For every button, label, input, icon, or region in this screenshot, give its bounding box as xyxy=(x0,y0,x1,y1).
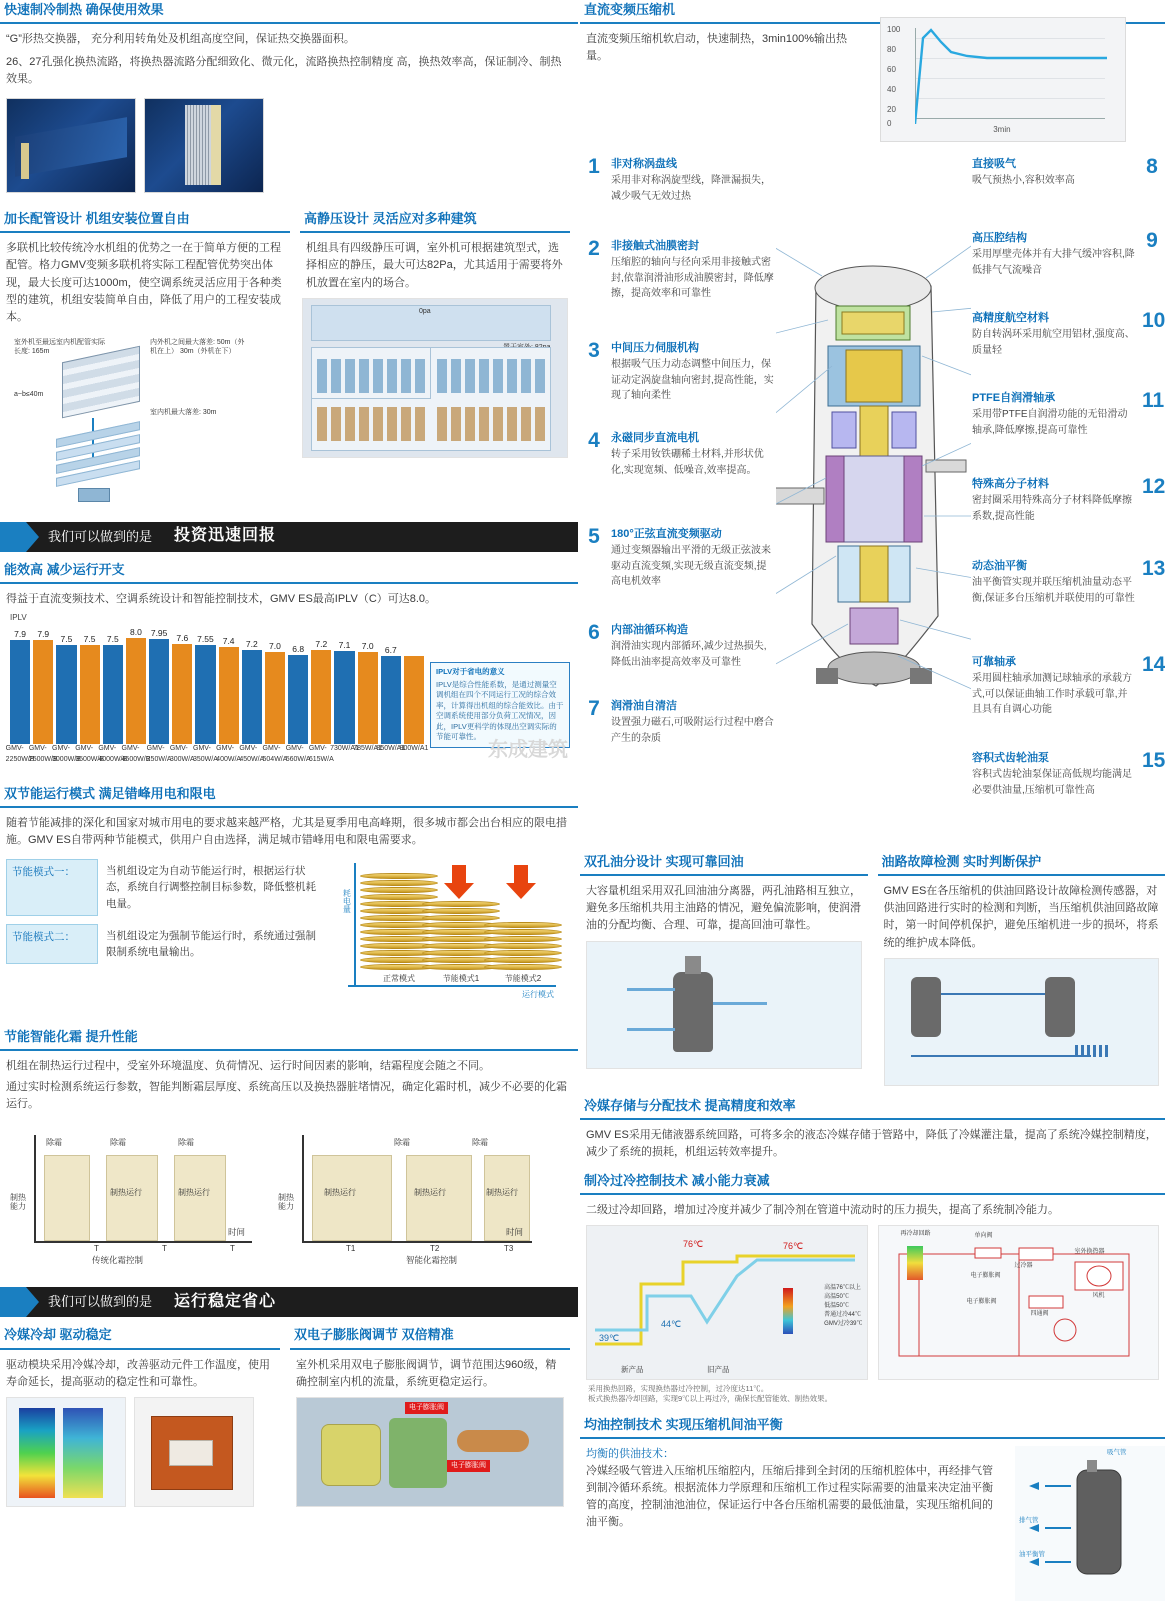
feature-number: 10 xyxy=(1142,310,1162,380)
mode-key: 节能模式一： xyxy=(6,859,98,916)
heating-run-label: 制热运行 xyxy=(110,1187,142,1199)
coin-stack-chart xyxy=(342,859,560,1009)
paragraph: GMV ES采用无储液器系统回路，可将多余的液态冷媒存储于管路中，降低了冷媒灌注量，提高了系统冷媒控制精度，减少了系统的损耗，机组运转效率提升。 xyxy=(580,1127,1165,1161)
paragraph: 通过实时检测系统运行参数，智能判断霜层厚度、系统高压以及换热器脏堵情况，确定化霜时机，减少不必要的化霜运行。 xyxy=(0,1079,578,1113)
section-title: 高静压设计 灵活应对多种建筑 xyxy=(300,209,570,231)
paragraph: GMV ES在各压缩机的供油回路设计故障检测传感器，对供油回路进行实时的检测和判断，当压缩机供油回路故障时，第一时间停机保护，避免压缩机进一步的损坏，将系统的维护成本降低。 xyxy=(878,883,1165,951)
divider xyxy=(580,1193,1165,1195)
paragraph: 得益于直流变频技术、空调系统设计和智能控制技术，GMV ES最高IPLV（C）可达8.0。 xyxy=(0,591,578,608)
tick-label: T xyxy=(162,1243,167,1255)
x-axis-label: 时间 xyxy=(506,1226,523,1239)
subheading: 均衡的供油技术： xyxy=(580,1446,1007,1463)
left-column xyxy=(0,0,578,1527)
table-row xyxy=(6,859,324,916)
iplv-bar: 7.2 GMV- 450W/A xyxy=(242,650,262,744)
iplv-bar: 7.2 GMV- 615W/A xyxy=(311,650,331,744)
divider xyxy=(300,231,570,233)
eev-tag: 电子膨胀阀 xyxy=(405,1402,448,1415)
iplv-bar-chart xyxy=(4,612,574,762)
feature-item xyxy=(972,476,1162,548)
coin-stack-label: 正常模式 xyxy=(360,973,438,985)
feature-number: 15 xyxy=(1142,750,1162,798)
piping-note-3: 室内机最大落差: 30m xyxy=(150,408,250,417)
iplv-bar: 8.0 GMV- 4500W/B xyxy=(126,638,146,744)
section-dual-hole-oil xyxy=(580,852,868,1091)
divider xyxy=(0,806,578,808)
tick-label: T xyxy=(94,1243,99,1255)
defrost-gap-label: 除霜 xyxy=(394,1137,410,1149)
feature-item xyxy=(584,698,774,746)
feature-title: 内部油循环构造 xyxy=(611,622,774,639)
feature-title: 高压腔结构 xyxy=(972,230,1135,247)
section-title: 加长配管设计 机组安装位置自由 xyxy=(0,209,290,231)
tick-label: T2 xyxy=(430,1243,439,1255)
legend-item: GMV过冷39℃ xyxy=(824,1320,862,1329)
series-label: 新产品 xyxy=(621,1364,644,1376)
section-fast-cooling xyxy=(0,0,578,193)
banner-stable-operation xyxy=(0,1287,578,1317)
oil-balance-diagram xyxy=(1015,1446,1165,1601)
feature-number: 2 xyxy=(584,238,604,330)
feature-title: 非对称涡盘线 xyxy=(611,156,774,173)
iplv-bar: 7.5 GMV- 4000W/B xyxy=(103,645,123,744)
iplv-bar: 6.7 850W/A1 xyxy=(381,656,401,744)
feature-desc: 压缩腔的轴向与径向采用非接触式密封,依靠润滑油形成油膜密封，降低摩擦，提高效率和可靠性 xyxy=(611,255,774,302)
divider xyxy=(290,1348,570,1350)
feature-desc: 采用带PTFE自润滑功能的无铅滑动轴承,降低摩擦,提高可靠性 xyxy=(972,407,1135,438)
feature-item xyxy=(584,238,774,330)
section-long-piping xyxy=(0,209,290,511)
paragraph: 机组具有四级静压可调，室外机可根据建筑型式，选择相应的静压，最大可达82Pa，尤其适用于需要将外机放置在室内的场合。 xyxy=(300,240,570,291)
table-row xyxy=(6,924,324,965)
feature-number: 8 xyxy=(1142,156,1162,220)
defrost-gap-label: 除霜 xyxy=(472,1137,488,1149)
divider xyxy=(0,231,290,233)
defrost-gap-label: 除霜 xyxy=(46,1137,62,1149)
feature-number: 13 xyxy=(1142,558,1162,644)
heat-exchanger-photo-1 xyxy=(6,98,136,193)
paragraph: 机组在制热运行过程中，受室外环境温度、负荷情况、运行时间因素的影响，结霜程度会随之不同。 xyxy=(0,1058,578,1075)
banner-investment xyxy=(0,522,578,552)
piping-note-0: 室外机至最远室内机配管实际长度: 165m xyxy=(14,338,110,356)
heat-exchanger-photo-2 xyxy=(144,98,264,193)
paragraph: 室外机采用双电子膨胀阀调节，调节范围达960级，精确控制室内机的流量，系统更稳定运行。 xyxy=(290,1357,570,1391)
heating-run-label: 制热运行 xyxy=(414,1187,446,1199)
sections-piping-static xyxy=(0,209,578,511)
feature-desc: 油平衡管实现并联压缩机油量动态平衡,保证多台压缩机并联使用的可靠性 xyxy=(972,575,1135,606)
feature-title: 可靠轴承 xyxy=(972,654,1135,671)
y-axis-label: 耗电量 xyxy=(340,889,352,913)
iplv-bar: 7.95 GMV- 250W/A xyxy=(149,639,169,744)
legend-item: 普通过冷44℃ xyxy=(824,1311,862,1320)
oil-separator-diagram xyxy=(586,941,862,1069)
section-title: 均油控制技术 实现压缩机间油平衡 xyxy=(580,1415,1165,1437)
banner-pre: 我们可以做到的是 xyxy=(48,1292,152,1312)
defrost-gap-label: 除霜 xyxy=(178,1137,194,1149)
x-axis-label: 运行模式 xyxy=(522,989,554,1001)
mode-key: 节能模式二： xyxy=(6,924,98,965)
feature-item xyxy=(972,310,1162,380)
iplv-bar: 6.8 GMV- 560W/A xyxy=(288,655,308,744)
section-dual-eev xyxy=(290,1325,570,1512)
feature-desc: 采用厚壁壳体并有大排气缓冲容积,降低排气气流噪音 xyxy=(972,247,1135,278)
feature-desc: 设置强力磁石,可吸附运行过程中磨合产生的杂质 xyxy=(611,715,774,746)
static-label-0: 0pa xyxy=(419,307,431,318)
driver-module-image xyxy=(134,1397,254,1507)
feature-number: 6 xyxy=(584,622,604,688)
feature-desc: 防自转涡环采用航空用铝材,强度高、质量轻 xyxy=(972,327,1135,358)
feature-title: 动态油平衡 xyxy=(972,558,1135,575)
section-efficiency xyxy=(0,560,578,762)
section-title: 冷媒冷却 驱动稳定 xyxy=(0,1325,280,1347)
paragraph: 驱动模块采用冷媒冷却，改善驱动元件工作温度，使用寿命延长，提高驱动的稳定性和可靠性。 xyxy=(0,1357,280,1391)
coin-stack-label: 节能模式1 xyxy=(422,973,500,985)
iplv-bars xyxy=(10,626,424,744)
feature-title: 润滑油自清洁 xyxy=(611,698,774,715)
divider xyxy=(0,1348,280,1350)
coin-stack xyxy=(484,922,562,985)
feature-item xyxy=(972,230,1162,300)
feature-title: 180°正弦直流变频驱动 xyxy=(611,526,774,543)
section-title: 制冷过冷控制技术 减小能力衰减 xyxy=(580,1171,1165,1193)
feature-desc: 容积式齿轮油泵保证高低规均能满足必要供油量,压缩机可靠性高 xyxy=(972,767,1135,798)
section-title: 油路故障检测 实时判断保护 xyxy=(878,852,1165,874)
feature-item xyxy=(972,558,1162,644)
feature-item xyxy=(584,430,774,516)
feature-item xyxy=(972,156,1162,220)
tick-label: T3 xyxy=(504,1243,513,1255)
features-right xyxy=(972,156,1162,808)
section-refrigerant-storage xyxy=(580,1096,1165,1161)
feature-title: 非接触式油膜密封 xyxy=(611,238,774,255)
iplv-bar: 7.0 GMV- 504W/A xyxy=(265,652,285,744)
chart-caption: 传统化霜控制 xyxy=(92,1254,143,1267)
startup-curve xyxy=(915,28,1107,124)
mode-value: 当机组设定为自动节能运行时，根据运行状态，系统自行调整控制目标参数，降低整机耗电量。 xyxy=(98,859,324,916)
feature-title: 直接吸气 xyxy=(972,156,1135,173)
feature-title: PTFE自润滑轴承 xyxy=(972,390,1135,407)
feature-desc: 吸气预热小,容积效率高 xyxy=(972,173,1135,189)
defrost-gap-label: 除霜 xyxy=(110,1137,126,1149)
y-axis-label: 制热能力 xyxy=(278,1194,296,1212)
section-title: 能效高 减少运行开支 xyxy=(0,560,578,582)
eev-photo xyxy=(296,1397,564,1507)
paragraph: 26、27孔强化换热流路，将换热器流路分配细致化、微元化，流路换热控制精度 高，换热效率高，保证制冷、制热效果。 xyxy=(0,54,578,88)
paragraph: 随着节能减排的深化和国家对城市用电的要求越来越严格，尤其是夏季用电高峰期，很多城市都会出台相应的限电措施。GMV ES自带两种节能模式，供用户自由选择，满足城市错峰用电和限电需要求。 xyxy=(0,815,578,849)
section-refrigerant-cooling xyxy=(0,1325,280,1512)
iplv-bar: 7.9 GMV- 2500W/B xyxy=(33,640,53,744)
pipe-label: 排气管 xyxy=(1019,1516,1039,1526)
iplv-bar: 7.5 GMV- 3000W/B xyxy=(56,645,76,744)
feature-item xyxy=(972,750,1162,798)
section-title: 快速制冷制热 确保使用效果 xyxy=(0,0,578,22)
y-axis-label: 制热能力 xyxy=(10,1194,28,1212)
eev-tag: 电子膨胀阀 xyxy=(447,1460,490,1473)
feature-item xyxy=(584,156,774,228)
paragraph: “G”形热交换器， 充分利用转角处及机组高度空间，保证热交换器面积。 xyxy=(0,31,578,48)
pipe-label: 油平衡管 xyxy=(1019,1550,1045,1560)
iplv-bar: 7.55 GMV- 350W/A xyxy=(195,645,215,744)
divider xyxy=(0,1049,578,1051)
feature-desc: 密封圈采用特殊高分子材料降低摩擦系数,提高性能 xyxy=(972,493,1135,524)
section-smart-defrost xyxy=(0,1027,578,1269)
paragraph: 大容量机组采用双孔回油油分离器，两孔油路相互独立，避免多压缩机共用主油路的情况，避免偏流影响，使润滑油的分配均衡、合理、可靠，提高回油可靠性。 xyxy=(580,883,868,934)
compressor-features xyxy=(580,156,1165,846)
feature-number: 1 xyxy=(584,156,604,228)
feature-desc: 采用非对称涡旋型线，降泄漏损失，减少吸气无效过热 xyxy=(611,173,774,204)
banner-main: 投资迅速回报 xyxy=(174,524,276,549)
footnote: 采用换热回路，实现换热器过冷控制，过冷度达11℃。 xyxy=(580,1380,1165,1395)
right-column xyxy=(580,0,1165,1527)
temp-annotation: 76℃ xyxy=(683,1238,703,1252)
divider xyxy=(580,1118,1165,1120)
tick-label: T1 xyxy=(346,1243,355,1255)
diagram-label: 四通阀 xyxy=(1031,1310,1049,1319)
banner-chevron xyxy=(0,522,26,552)
legend-item: 高温50℃ xyxy=(824,1293,862,1302)
iplv-note-title: IPLV对于省电的意义 xyxy=(436,667,505,676)
feature-item xyxy=(584,526,774,612)
feature-desc: 通过变频器输出平滑的无级正弦波来驱动直流变频,实现无级直流变频,提高电机效率 xyxy=(611,543,774,590)
feature-title: 容积式齿轮油泵 xyxy=(972,750,1135,767)
feature-desc: 润滑油实现内部循环,减少过热损失,降低出油率提高效率及可靠性 xyxy=(611,639,774,670)
iplv-bar: 7.5 GMV- 3500W/B xyxy=(80,645,100,744)
piping-note-2: 内外机之间最大落差: 50m（外机在上） 30m（外机在下） xyxy=(150,338,250,356)
x-axis-label: 时间 xyxy=(228,1226,245,1239)
subcooling-circuit-diagram xyxy=(878,1225,1160,1380)
coin-stack-label: 节能模式2 xyxy=(484,973,562,985)
section-high-static xyxy=(300,209,570,511)
feature-number: 4 xyxy=(584,430,604,516)
feature-title: 永磁同步直流电机 xyxy=(611,430,774,447)
iplv-note-body: IPLV是综合性能系数，是通过测量空调机组在四个不同运行工况的综合效率，计算得出机组的综合能效比。由于空调系统使用部分负荷工况情况，因此，IPLV更科学的体现出空调实际的节能可靠性。 xyxy=(436,680,564,743)
legend-item: 低温50℃ xyxy=(824,1302,862,1311)
divider xyxy=(878,874,1165,876)
feature-item xyxy=(972,654,1162,740)
piping-diagram xyxy=(0,332,290,512)
feature-number: 5 xyxy=(584,526,604,612)
section-title: 双电子膨胀阀调节 双倍精准 xyxy=(290,1325,570,1347)
feature-title: 中间压力伺服机构 xyxy=(611,340,774,357)
piping-note-1: a~b≤40m xyxy=(14,390,43,401)
diagram-label: 电子膨胀阀 xyxy=(967,1298,997,1307)
iplv-bar: 7.4 GMV- 400W/A xyxy=(219,647,239,744)
diagram-label: 单向阀 xyxy=(975,1232,993,1241)
tick-label: T xyxy=(230,1243,235,1255)
sections-cooling-valve xyxy=(0,1325,578,1512)
feature-item xyxy=(584,340,774,420)
section-oil-fault-detect xyxy=(878,852,1165,1091)
defrost-chart xyxy=(6,1119,572,1269)
section-title: 冷媒存储与分配技术 提高精度和效率 xyxy=(580,1096,1165,1118)
diagram-label: 风机 xyxy=(1093,1292,1105,1301)
compressor-cutaway-diagram xyxy=(776,216,971,716)
section-subcooling xyxy=(580,1171,1165,1405)
temp-annotation: 76℃ xyxy=(783,1240,803,1254)
section-title: 双节能运行模式 满足错峰用电和限电 xyxy=(0,784,578,806)
oil-circuit-diagram xyxy=(884,958,1160,1086)
iplv-bar: 7.9 GMV- 2250W/B xyxy=(10,640,30,744)
paragraph: 冷媒经吸气管进入压缩机压缩腔内，压缩后排到全封闭的压缩机腔体中，再经排气管到制冷循环系统。根据流体力学原理和压缩机工作过程实际需要的油量来决定油平衡管的高度，控制油池油位，保证运行中各台压缩机需要的最低油量，实现压缩机间的油平衡。 xyxy=(580,1463,1007,1531)
paragraph: 多联机比较传统冷水机组的优势之一在于简单方便的工程配管。格力GMV变频多联机将实际工程配管优势突出体现，最大长度可达1000m，使空调系统灵活应用于各种类型的建筑，机组安装简单自由，降低了用户的工程安装成本。 xyxy=(0,240,290,325)
iplv-bar: 7.1 730W/A1 xyxy=(334,651,354,744)
iplv-bar: 7.6 GMV- 300W/A xyxy=(172,644,192,744)
legend-item: 高温76℃以上 xyxy=(824,1284,862,1293)
feature-number: 14 xyxy=(1142,654,1162,740)
feature-desc: 根据吸气压力动态调整中间压力，保证动定涡旋盘轴向密封,提高性能，实现了轴向柔性 xyxy=(611,357,774,404)
divider xyxy=(0,22,578,24)
outdoor-unit-hatch xyxy=(62,345,140,418)
feature-number: 7 xyxy=(584,698,604,746)
banner-chevron xyxy=(0,1287,26,1317)
section-oil-balance xyxy=(580,1415,1165,1601)
section-title: 节能智能化霜 提升性能 xyxy=(0,1027,578,1049)
down-arrows xyxy=(342,865,572,905)
feature-desc: 采用圆柱轴承加测记球轴承的承载方式,可以保证曲轴工作时承载可靠,并且具有自调心功能 xyxy=(972,671,1135,718)
heating-run-label: 制热运行 xyxy=(178,1187,210,1199)
divider xyxy=(580,1437,1165,1439)
indoor-unit xyxy=(78,488,110,502)
watermark: 东成建筑 xyxy=(488,735,568,766)
heat-exchanger-photos xyxy=(0,98,578,193)
section-title: 双孔油分设计 实现可靠回油 xyxy=(580,852,868,874)
heating-run-label: 制热运行 xyxy=(486,1187,518,1199)
sections-oil xyxy=(580,852,1165,1091)
banner-main: 运行稳定省心 xyxy=(174,1290,276,1315)
energy-mode-table xyxy=(0,855,330,964)
chart-caption: 智能化霜控制 xyxy=(406,1254,457,1267)
paragraph: 直流变频压缩机软启动，快速制热，3min100%输出热量。 xyxy=(586,31,852,65)
temp-annotation: 39℃ xyxy=(599,1332,619,1346)
section-energy-modes xyxy=(0,784,578,1009)
diagram-label: 再冷却回路 xyxy=(901,1230,931,1239)
footnote: 板式换热器冷却回路，实现9℃以上再过冷，确保长配管能效、制热效果。 xyxy=(580,1394,1165,1405)
static-pressure-diagram xyxy=(302,298,568,458)
thermal-simulation-image xyxy=(6,1397,126,1507)
heating-run-label: 制热运行 xyxy=(324,1187,356,1199)
startup-line-chart: 100 80 60 40 20 0 3min xyxy=(880,17,1126,142)
feature-desc: 转子采用钕铁硼稀土材料,并形状优化,实现宽频、低噪音,效率提高。 xyxy=(611,447,774,478)
diagram-label: 过冷器 xyxy=(1015,1262,1033,1271)
iplv-axis-label: IPLV xyxy=(10,612,27,624)
diagram-label: 电子膨胀阀 xyxy=(971,1272,1001,1281)
feature-item xyxy=(584,622,774,688)
divider xyxy=(580,874,868,876)
temp-annotation: 44℃ xyxy=(661,1318,681,1332)
indoor-units-stack xyxy=(56,430,140,482)
mode-value: 当机组设定为强制节能运行时，系统通过强制限制系统电量输出。 xyxy=(98,924,324,965)
feature-number: 9 xyxy=(1142,230,1162,300)
feature-number: 12 xyxy=(1142,476,1162,548)
subcooling-temperature-chart xyxy=(586,1225,868,1380)
chart-legend xyxy=(824,1284,862,1329)
feature-item xyxy=(972,390,1162,466)
feature-title: 特殊高分子材料 xyxy=(972,476,1135,493)
feature-title: 高精度航空材料 xyxy=(972,310,1135,327)
diagram-label: 室外换热器 xyxy=(1075,1248,1105,1257)
feature-number: 11 xyxy=(1142,390,1162,466)
series-label: 旧产品 xyxy=(707,1364,730,1376)
x-axis-label: 3min xyxy=(993,124,1010,136)
features-left xyxy=(584,156,774,756)
iplv-bar: 7.0 785W/A1 xyxy=(358,652,378,744)
x-axis xyxy=(348,985,556,987)
divider xyxy=(0,582,578,584)
iplv-bar: 900W/A1 xyxy=(404,656,424,744)
feature-number: 3 xyxy=(584,340,604,420)
pipe-label: 吸气管 xyxy=(1107,1448,1127,1458)
section-title-compressor: 直流变频压缩机 xyxy=(580,0,1165,22)
paragraph: 二级过冷却回路，增加过冷度并减少了制冷剂在管道中流动时的压力损失，提高了系统制冷能力。 xyxy=(580,1202,1165,1219)
banner-pre: 我们可以做到的是 xyxy=(48,527,152,547)
